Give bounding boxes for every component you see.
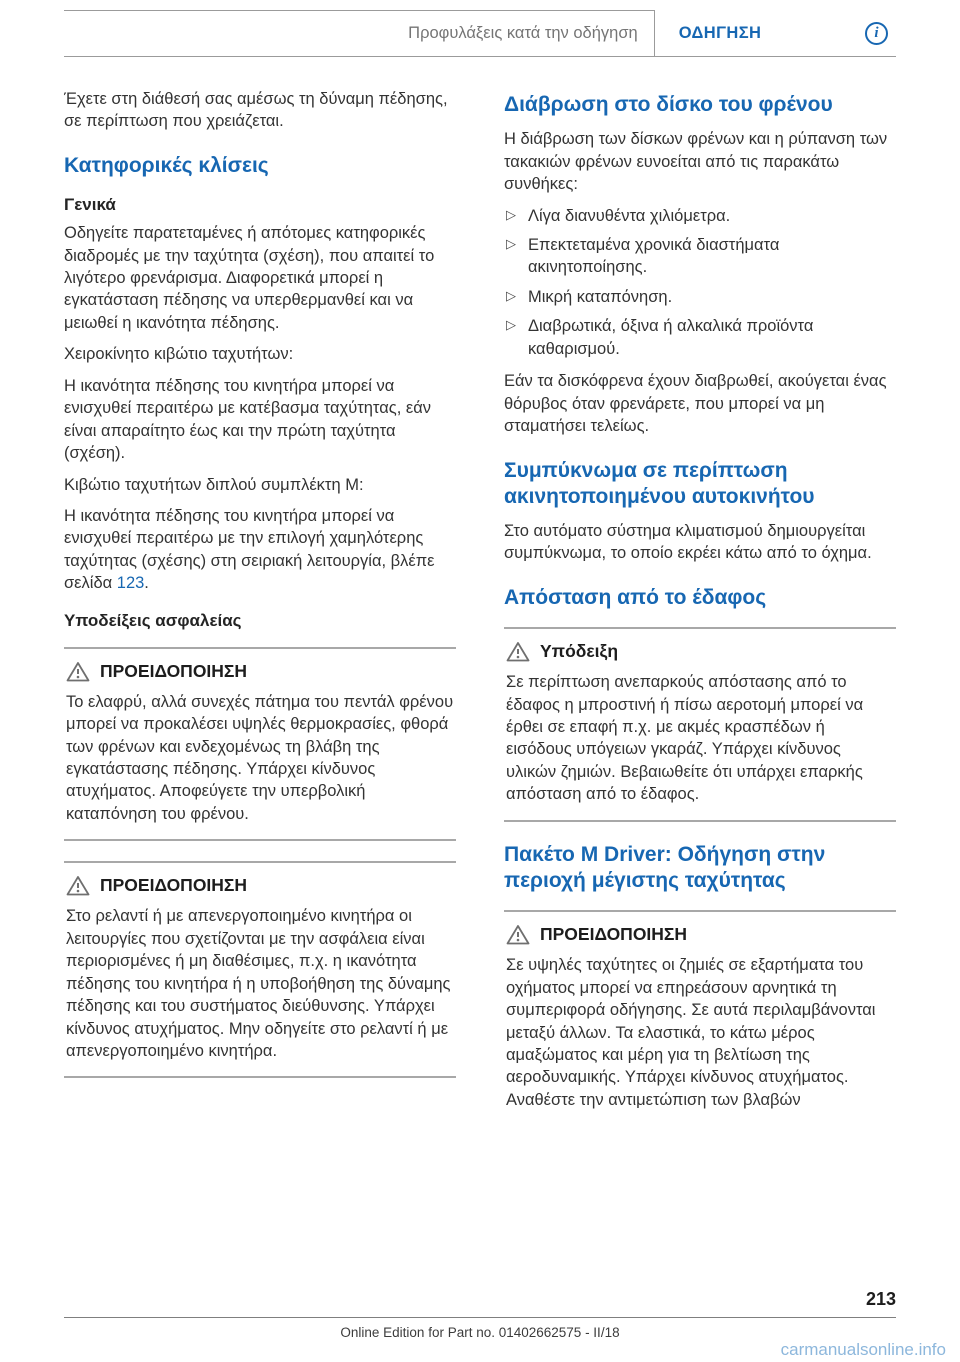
warning-block-coasting — [64, 861, 456, 1078]
warning-header — [506, 924, 894, 945]
edition-notice: Online Edition for Part no. 01402662575 - II/18 — [340, 1325, 620, 1340]
triangle-bullet-icon: ▷ — [506, 206, 516, 222]
left-column — [64, 88, 456, 1111]
header-chapter-box — [655, 10, 896, 56]
subheading-general: Γενικά — [64, 195, 116, 215]
header-section-title: Προφυλάξεις κατά την οδήγηση — [408, 24, 638, 42]
info-icon: i — [865, 22, 888, 45]
note-exclamation-icon — [506, 641, 530, 662]
warning-triangle-icon — [66, 661, 90, 682]
heading-downhill-gradients: Κατηφορικές κλίσεις — [64, 153, 269, 177]
page-body — [64, 88, 896, 1111]
heading-ground-clearance: Απόσταση από το έδαφος — [504, 585, 767, 609]
dct-paragraph-text: Η ικανότητα πέδησης του κινητήρα μπορεί να ενισχυθεί περαιτέρω με την επιλογή χαμηλότερης ταχύτητας (σχέσης) στη σειριακή λειτουργία, βλέπε σελίδα — [64, 506, 435, 593]
list-item-text: Μικρή καταπόνηση. — [528, 287, 673, 306]
manual-gearbox-paragraph: Η ικανότητα πέδησης του κινητήρα μπορεί να ενισχυθεί περαιτέρω με κατέβασμα ταχύτητας, εάν είναι απαραίτητο έως και την πρώτη ταχύτητα (σχέση). — [64, 376, 432, 463]
right-column — [504, 88, 896, 1111]
warning-body: Στο ρελαντί ή με απενεργοποιημένο κινητήρα οι λειτουργίες που σχετίζονται με την ασφάλεια είναι περιορισμένες ή μη διαθέσιμες, π.χ. η ικανότητα πέδησης του κινητήρα ή η υποβοήθηση της δύναμης πέδησης και του συστήματος διεύθυνσης. Υπάρχει κίνδυνος ατυχήματος. Μην οδηγείτε στο ρελαντί ή με απενεργοποιημένο κινητήρα. — [66, 907, 451, 1060]
page-header — [64, 10, 896, 57]
warning-header — [66, 875, 454, 896]
triangle-bullet-icon: ▷ — [506, 236, 516, 251]
triangle-bullet-icon: ▷ — [506, 317, 516, 333]
list-item — [504, 205, 896, 227]
intro-paragraph: Έχετε στη διάθεσή σας αμέσως τη δύναμη πέδησης, σε περίπτωση που χρειάζεται. — [64, 90, 448, 131]
warning-title: ΠΡΟΕΙΔΟΠΟΙΗΣΗ — [540, 924, 688, 945]
note-block-ground-clearance — [504, 627, 896, 822]
manual-gearbox-label: Χειροκίνητο κιβώτιο ταχυτήτων: — [64, 345, 294, 364]
list-item — [504, 286, 896, 308]
corrosion-causes-list — [504, 205, 896, 361]
warning-triangle-icon — [66, 875, 90, 896]
corroded-discs-paragraph: Εάν τα δισκόφρενα έχουν διαβρωθεί, ακούγεται ένας θόρυβος όταν φρενάρετε, που μπορεί να μη σταματήσει τελείως. — [504, 372, 887, 436]
warning-triangle-icon — [506, 924, 530, 945]
dct-gearbox-paragraph — [64, 505, 456, 595]
header-section-box — [64, 10, 655, 56]
list-item-text: Διαβρωτικά, όξινα ή αλκαλικά προϊόντα καθαρισμού. — [528, 317, 814, 358]
header-chapter-title: ΟΔΗΓΗΣΗ — [678, 23, 762, 42]
list-item-text: Επεκτεταμένα χρονικά διαστήματα ακινητοποίησης. — [528, 236, 780, 277]
page-123-link[interactable]: 123 — [116, 574, 145, 593]
heading-condensation: Συμπύκνωμα σε περίπτωση ακινητοποιημένου αυτοκινήτου — [504, 458, 815, 508]
footer-divider — [64, 1317, 896, 1318]
heading-brake-disc-corrosion: Διάβρωση στο δίσκο του φρένου — [504, 93, 833, 116]
warning-block-top-speed — [504, 910, 896, 1111]
downhill-driving-paragraph: Οδηγείτε παρατεταμένες ή απότομες κατηφορικές διαδρομές με την ταχύτητα (σχέση), που απαιτεί το λιγότερο φρενάρισμα. Διαφορετικά μπορεί η εγκατάσταση πέδησης να υπερθερμανθεί και να μειωθεί η ικανότητα πέδησης. — [64, 224, 435, 332]
warning-block-brake-overheating — [64, 647, 456, 842]
list-item — [504, 315, 896, 360]
watermark-text: carmanualsonline.info — [780, 1340, 946, 1359]
page-number: 213 — [865, 1289, 896, 1309]
warning-body: Το ελαφρύ, αλλά συνεχές πάτημα του πεντάλ φρένου μπορεί να προκαλέσει υψηλές θερμοκρασίες, φθορά των φρένων και ενδεχομένως τη βλάβη της εγκατάστασης πέδησης. Υπάρχει κίνδυνος ατυχήματος. Αποφεύγετε την υπερβολική καταπόνηση του φρένου. — [66, 692, 454, 823]
corrosion-paragraph: Η διάβρωση των δίσκων φρένων και η ρύπανση των τακακιών φρένων ευνοείται από τις παρακάτω συνθήκες: — [504, 130, 888, 194]
warning-title: ΠΡΟΕΙΔΟΠΟΙΗΣΗ — [100, 875, 248, 896]
list-item — [504, 234, 896, 279]
dct-gearbox-label: Κιβώτιο ταχυτήτων διπλού συμπλέκτη M: — [64, 475, 364, 494]
warning-body: Σε υψηλές ταχύτητες οι ζημιές σε εξαρτήματα του οχήματος μπορεί να επηρεάσουν αρνητικά τη συμπεριφορά οδήγησης. Σε αυτά περιλαμβάνονται μεταξύ άλλων. Τα ελαστικά, το κάτω μέρος αμαξώματος και μέρη για τη βελτίωση της αεροδυναμικής. Υπάρχει κίνδυνος ατυχήματος. Αναθέστε την αντιμετώπιση των βλαβών — [506, 956, 876, 1109]
note-header — [506, 641, 894, 662]
dct-paragraph-period: . — [144, 574, 149, 593]
note-title: Υπόδειξη — [540, 641, 619, 662]
condensation-paragraph: Στο αυτόματο σύστημα κλιματισμού δημιουργείται συμπύκνωμα, το οποίο εκρέει κάτω από το όχημα. — [504, 522, 872, 563]
warning-title: ΠΡΟΕΙΔΟΠΟΙΗΣΗ — [100, 660, 248, 681]
subheading-safety-notes: Υποδείξεις ασφαλείας — [64, 610, 242, 630]
warning-header — [66, 661, 454, 682]
heading-m-driver-package: Πακέτο M Driver: Οδήγηση στην περιοχή μέγιστης ταχύτητας — [504, 842, 826, 892]
note-body: Σε περίπτωση ανεπαρκούς απόστασης από το έδαφος η μπροστινή ή πίσω αεροτομή μπορεί να έρθει σε επαφή π.χ. με ακμές κρασπέδων ή εισόδους υπόγειων γκαράζ. Υπάρχει κίνδυνος υλικών ζημιών. Βεβαιωθείτε ότι υπάρχει επαρκής απόσταση από το έδαφος. — [506, 673, 864, 804]
triangle-bullet-icon: ▷ — [506, 287, 516, 303]
list-item-text: Λίγα διανυθέντα χιλιόμετρα. — [528, 206, 731, 225]
